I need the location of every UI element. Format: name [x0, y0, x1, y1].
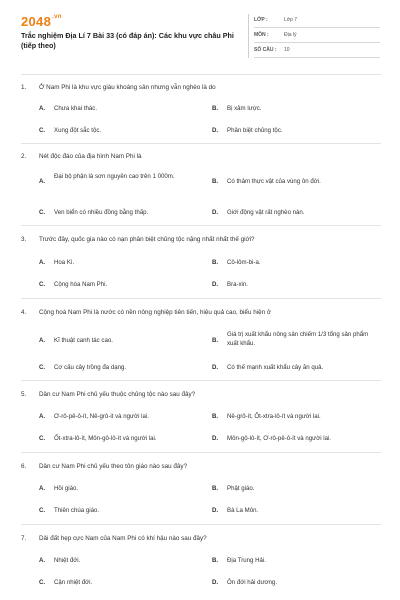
- question-stem: Dân cư Nam Phi chủ yếu theo tôn giáo nào sau đây?: [39, 463, 188, 470]
- option-text: Nhiệt đới.: [54, 557, 81, 564]
- option-letter: A.: [39, 485, 46, 492]
- question-text: [21, 308, 381, 317]
- meta-row-subject: [254, 29, 380, 43]
- option-letter: B.: [212, 178, 219, 185]
- option-text: Cận nhiệt đới.: [54, 579, 93, 586]
- meta-row-count: [254, 44, 380, 58]
- option-letter: D.: [212, 435, 219, 442]
- option-letter: D.: [212, 209, 219, 216]
- option-text: Xung đột sắc tộc.: [54, 127, 102, 134]
- meta-label: LỚP :: [254, 17, 268, 23]
- option-letter: D.: [212, 364, 219, 371]
- option-letter: B.: [212, 485, 219, 492]
- meta-label: MÔN :: [254, 32, 269, 38]
- question-stem: Dải đất hẹp cực Nam của Nam Phi có khí hậu nào sau đây?: [39, 535, 207, 542]
- question-text: [21, 462, 381, 471]
- divider: [21, 452, 381, 453]
- option-text: Có thế mạnh xuất khẩu cây ăn quả.: [227, 364, 324, 371]
- option-text: Phật giáo.: [227, 485, 255, 492]
- meta-label: SỐ CÂU :: [254, 47, 277, 53]
- option-letter: C.: [39, 364, 46, 371]
- option-letter: D.: [212, 281, 219, 288]
- option-text: Đại bộ phận là sơn nguyên cao trên 1 000m.: [54, 173, 175, 180]
- option-text: Cộng hòa Nam Phi.: [54, 281, 108, 288]
- option-text: Ơ-rô-pê-ô-ít, Nê-grô-it và người lai.: [54, 413, 149, 420]
- question-number: 6.: [21, 463, 27, 470]
- option-text: Hoa Kì.: [54, 259, 75, 266]
- header-divider: [248, 14, 249, 58]
- option-text: Bà La Môn.: [227, 507, 259, 514]
- meta-value: 10: [284, 47, 290, 53]
- option-letter: C.: [39, 507, 46, 514]
- option-letter: C.: [39, 209, 46, 216]
- divider: [21, 524, 381, 525]
- option-text: Ốt-xtra-lô-ít, Môn-gô-lô-ít và người lai.: [54, 435, 157, 442]
- option-text: Có thảm thực vật của vùng ôn đới.: [227, 178, 321, 185]
- question-number: 3.: [21, 236, 27, 243]
- option-letter: B.: [212, 337, 219, 344]
- logo-tld: .vn: [52, 14, 62, 20]
- divider: [21, 74, 381, 75]
- option-letter: A.: [39, 178, 46, 185]
- meta-row-class: [254, 14, 380, 28]
- divider: [21, 143, 381, 144]
- option-text: Ven biển có nhiều đồng bằng thấp.: [54, 209, 149, 216]
- question-text: [21, 534, 381, 543]
- question-text: [21, 235, 381, 244]
- question-number: 5.: [21, 391, 27, 398]
- option-letter: C.: [39, 281, 46, 288]
- option-text: Giá trị xuất khẩu nông sản chiếm 1/3 tổng sản phẩm xuất khẩu.: [227, 331, 369, 347]
- question-text: [21, 390, 381, 399]
- option-letter: B.: [212, 105, 219, 112]
- option-text: Thiên chúa giáo.: [54, 507, 100, 514]
- option-text: Cô-lôm-bi-a.: [227, 259, 261, 266]
- option-text: Chưa khai thác.: [54, 105, 98, 112]
- option-letter: B.: [212, 413, 219, 420]
- meta-value: Lớp 7: [284, 17, 298, 23]
- option-text: Bra-xin.: [227, 281, 248, 288]
- question-stem: Trước đây, quốc gia nào có nạn phân biệt chủng tộc nặng nhất nhất thế giới?: [39, 236, 255, 243]
- question-stem: Nét độc đáo của địa hình Nam Phi là: [39, 153, 142, 160]
- question-number: 2.: [21, 153, 27, 160]
- option-letter: A.: [39, 413, 46, 420]
- site-logo[interactable]: [21, 14, 62, 29]
- option-text: Ôn đới hải dương.: [227, 579, 278, 586]
- divider: [21, 225, 381, 226]
- option-text: Hồi giáo.: [54, 485, 79, 492]
- option-text: Phân biệt chủng tộc.: [227, 127, 283, 134]
- option-letter: B.: [212, 557, 219, 564]
- option-text: Cơ cấu cây trồng đa dạng.: [54, 364, 127, 371]
- question-stem: Ở Nam Phi là khu vực giàu khoáng sản nhưng vẫn nghèo là do: [39, 84, 216, 91]
- option-letter: B.: [212, 259, 219, 266]
- option-text: Môn-gô-lô-ít, Ơ-rô-pê-ô-ít và người lai.: [227, 435, 332, 442]
- question-number: 4.: [21, 309, 27, 316]
- option-letter: D.: [212, 579, 219, 586]
- option-letter: D.: [212, 507, 219, 514]
- option-text: Kĩ thuật canh tác cao.: [54, 337, 113, 344]
- divider: [21, 380, 381, 381]
- question-number: 1.: [21, 84, 27, 91]
- question-text: [21, 152, 381, 161]
- document-header: [0, 0, 400, 70]
- document-title: Trắc nghiệm Địa Lí 7 Bài 33 (có đáp án): Các khu vực châu Phi (tiếp theo): [21, 31, 234, 50]
- logo-text: 2048: [21, 14, 52, 29]
- question-stem: Cộng hoà Nam Phi là nước có nền nông nghiệp tiên tiến, hiệu quả cao, biểu hiện ở: [39, 309, 271, 316]
- question-text: [21, 83, 381, 92]
- meta-value: Địa lý: [284, 32, 297, 38]
- option-letter: A.: [39, 259, 46, 266]
- option-text: Nê-grô-ít, Ốt-xtra-lô-ít và người lai.: [227, 413, 321, 420]
- option-text: Giới động vật rất nghèo nàn.: [227, 209, 305, 216]
- option-letter: A.: [39, 105, 46, 112]
- option-letter: D.: [212, 127, 219, 134]
- divider: [21, 298, 381, 299]
- question-number: 7.: [21, 535, 27, 542]
- option-letter: C.: [39, 435, 46, 442]
- option-text: Bị xâm lược.: [227, 105, 262, 112]
- question-stem: Dân cư Nam Phi chủ yếu thuộc chủng tộc nào sau đây?: [39, 391, 196, 398]
- option-letter: A.: [39, 337, 46, 344]
- option-letter: C.: [39, 127, 46, 134]
- option-letter: C.: [39, 579, 46, 586]
- option-text: Địa Trung Hải.: [227, 557, 266, 564]
- option-letter: A.: [39, 557, 46, 564]
